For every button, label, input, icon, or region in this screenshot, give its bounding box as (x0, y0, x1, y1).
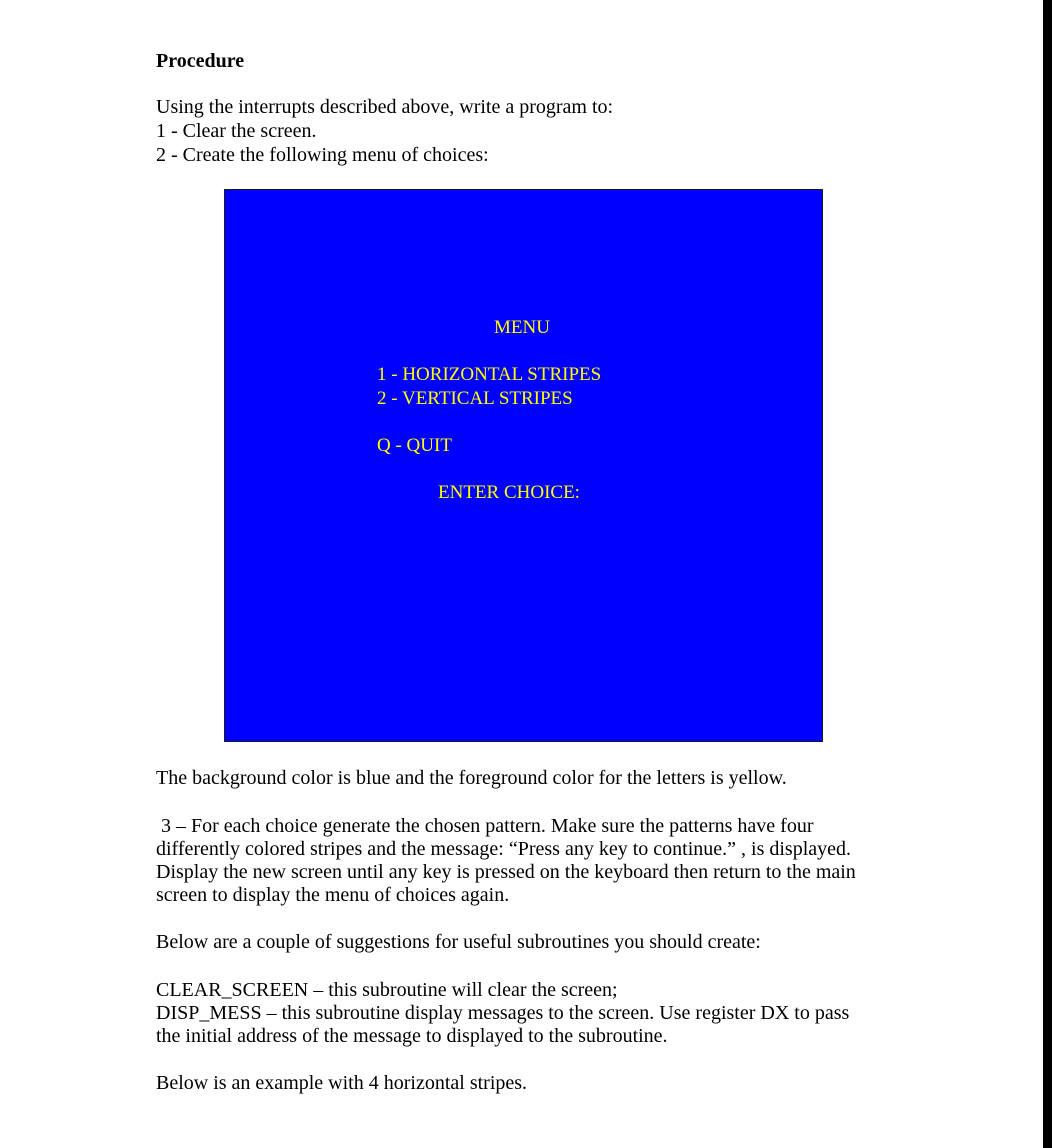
step3-line: screen to display the menu of choices again. (156, 884, 510, 906)
step3-line: 3 – For each choice generate the chosen pattern. Make sure the patterns have four (156, 815, 814, 837)
menu-option-vertical: 2 - VERTICAL STRIPES (377, 388, 573, 409)
menu-option-quit: Q - QUIT (377, 435, 452, 456)
menu-title: MENU (494, 317, 550, 338)
step3-line: Display the new screen until any key is pressed on the keyboard then return to the main (156, 861, 856, 883)
menu-prompt: ENTER CHOICE: (438, 482, 580, 503)
intro-line: 1 - Clear the screen. (156, 120, 317, 142)
subroutine-line: DISP_MESS – this subroutine display messages to the screen. Use register DX to pass (156, 1002, 850, 1024)
color-note: The background color is blue and the foreground color for the letters is yellow. (156, 767, 787, 789)
intro-line: Using the interrupts described above, write a program to: (156, 96, 614, 118)
suggestions-intro: Below are a couple of suggestions for useful subroutines you should create: (156, 931, 761, 953)
step3-line: differently colored stripes and the message: “Press any key to continue.” , is displayed. (156, 838, 851, 860)
subroutine-line: the initial address of the message to displayed to the subroutine. (156, 1025, 668, 1047)
example-note: Below is an example with 4 horizontal stripes. (156, 1072, 528, 1094)
subroutine-line: CLEAR_SCREEN – this subroutine will clear the screen; (156, 979, 618, 1001)
menu-screen-figure (224, 189, 823, 742)
section-heading: Procedure (156, 50, 245, 72)
menu-option-horizontal: 1 - HORIZONTAL STRIPES (377, 364, 602, 385)
intro-line: 2 - Create the following menu of choices: (156, 144, 489, 166)
